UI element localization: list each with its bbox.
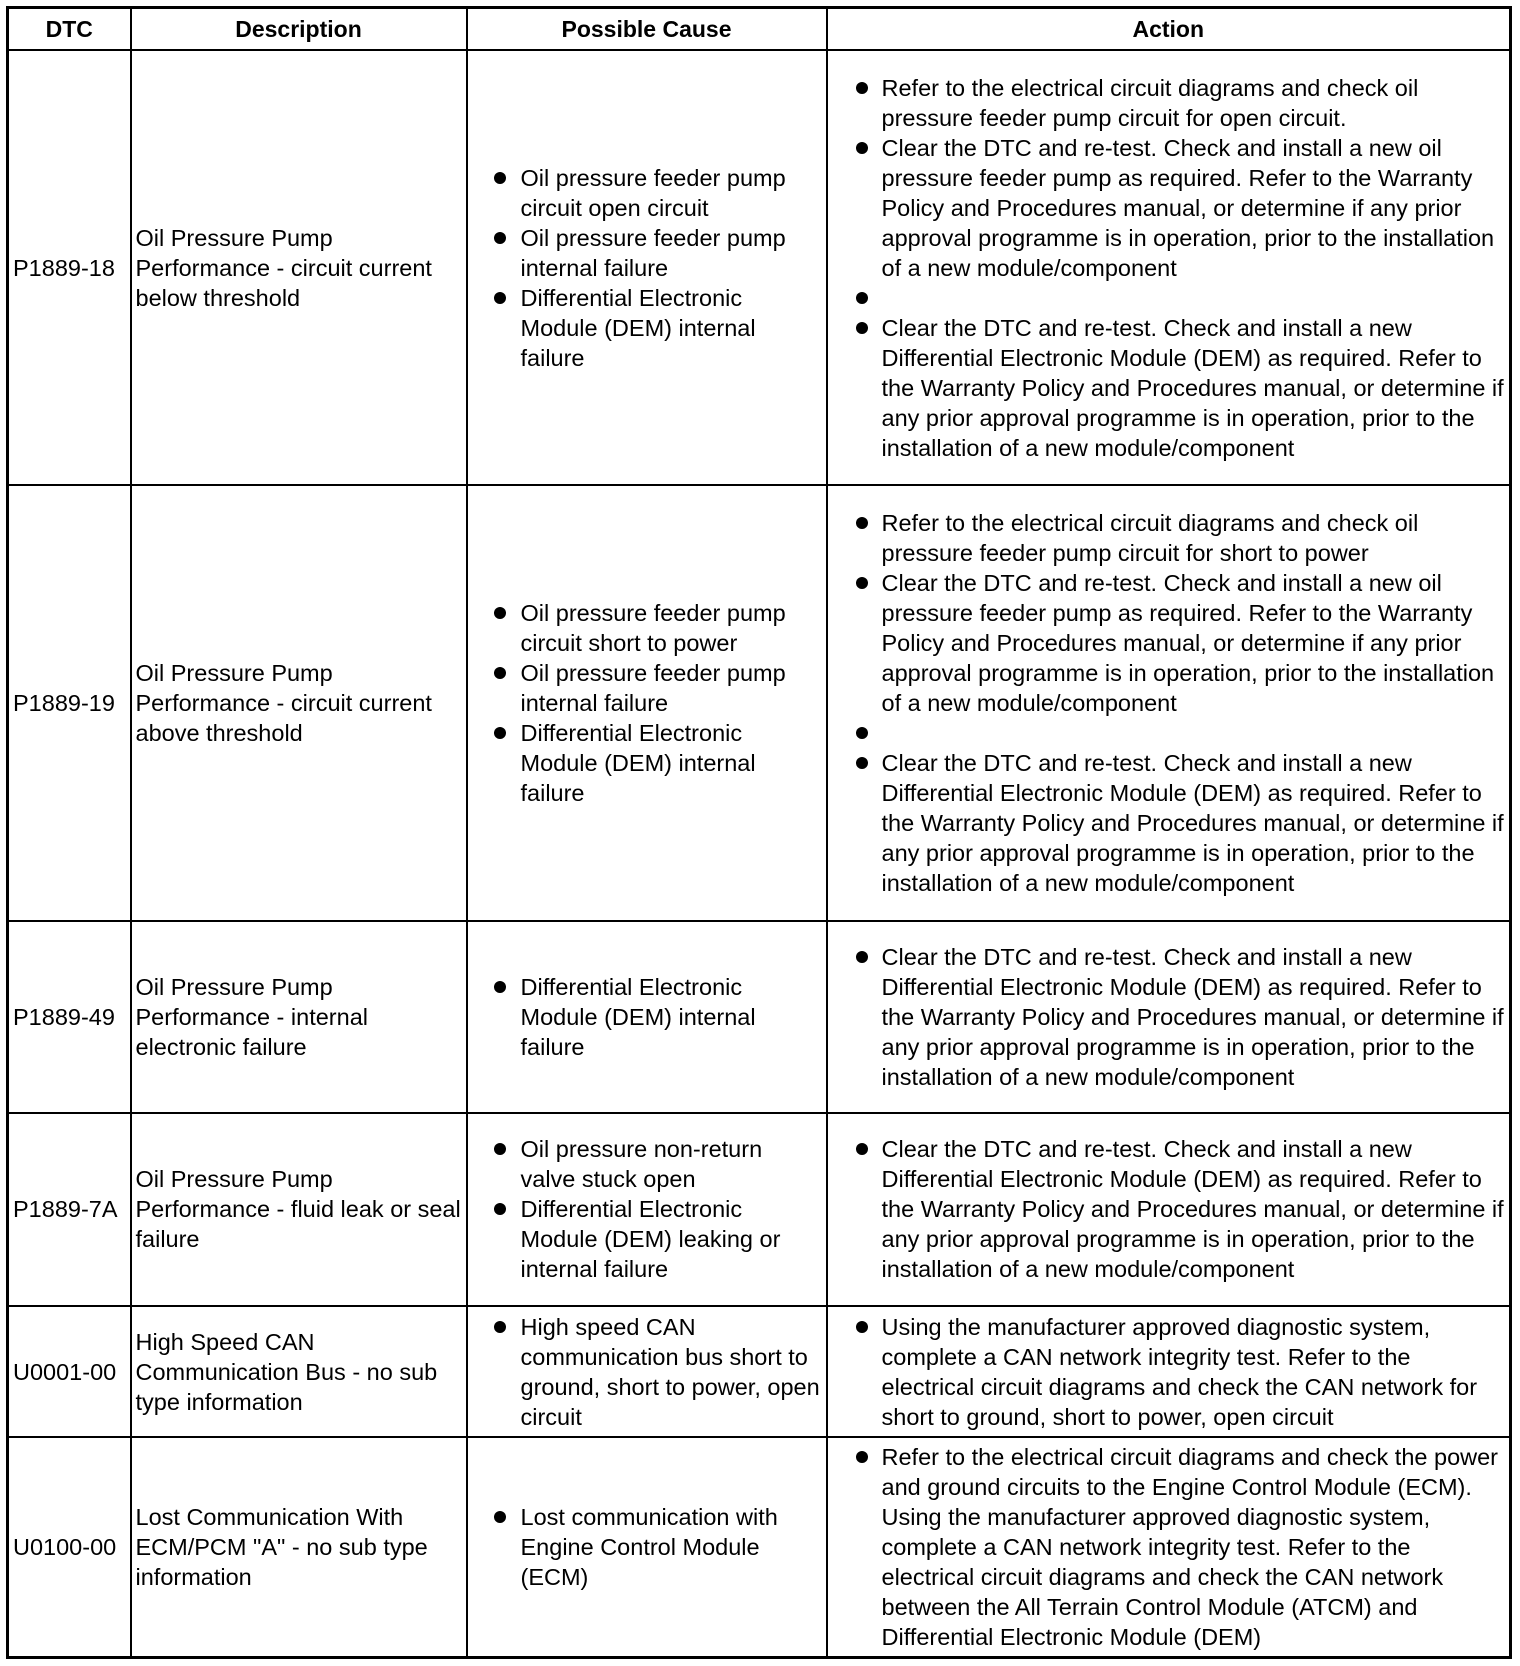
cause-item: Oil pressure feeder pump circuit short to power bbox=[472, 598, 822, 658]
cause-item: Differential Electronic Module (DEM) internal failure bbox=[472, 283, 822, 373]
action-item: Clear the DTC and re-test. Check and install a new Differential Electronic Module (DEM) as required. Refer to the Warranty Policy and Procedures manual, or determine if any prior approval programme is in operation, prior to the installation of a new module/component bbox=[832, 1134, 1506, 1284]
possible-cause-cell bbox=[467, 1306, 827, 1437]
header-possible-cause: Possible Cause bbox=[467, 8, 827, 51]
cause-list bbox=[472, 1134, 822, 1284]
table-row bbox=[8, 1306, 1511, 1437]
action-list bbox=[832, 508, 1506, 898]
dtc-description: Oil Pressure Pump Performance - fluid leak or seal failure bbox=[131, 1113, 467, 1306]
cause-item: Differential Electronic Module (DEM) internal failure bbox=[472, 718, 822, 808]
action-item: Refer to the electrical circuit diagrams and check oil pressure feeder pump circuit for short to power bbox=[832, 508, 1506, 568]
possible-cause-cell bbox=[467, 1437, 827, 1657]
action-item-empty bbox=[832, 718, 1506, 748]
action-list bbox=[832, 1134, 1506, 1284]
header-description: Description bbox=[131, 8, 467, 51]
action-item: Clear the DTC and re-test. Check and install a new Differential Electronic Module (DEM) as required. Refer to the Warranty Policy and Procedures manual, or determine if any prior approval programme is in operation, prior to the installation of a new module/component bbox=[832, 313, 1506, 463]
action-item-empty bbox=[832, 283, 1506, 313]
dtc-description: Oil Pressure Pump Performance - circuit current above threshold bbox=[131, 485, 467, 920]
header-dtc: DTC bbox=[8, 8, 131, 51]
table-header-row bbox=[8, 8, 1511, 51]
cause-item: Oil pressure feeder pump circuit open circuit bbox=[472, 163, 822, 223]
action-item: Refer to the electrical circuit diagrams and check the power and ground circuits to the Engine Control Module (ECM). Using the manufacturer approved diagnostic system, complete a CAN network integrity test. Refer to the electrical circuit diagrams and check the CAN network between the All Terrain Control Module (ATCM) and Differential Electronic Module (DEM) bbox=[832, 1442, 1506, 1652]
possible-cause-cell bbox=[467, 1113, 827, 1306]
table-row bbox=[8, 921, 1511, 1113]
dtc-description: High Speed CAN Communication Bus - no sub type information bbox=[131, 1306, 467, 1437]
action-list bbox=[832, 73, 1506, 463]
cause-item: Lost communication with Engine Control Module (ECM) bbox=[472, 1502, 822, 1592]
action-cell bbox=[827, 485, 1511, 920]
action-item: Clear the DTC and re-test. Check and install a new oil pressure feeder pump as required. Refer to the Warranty Policy and Procedures manual, or determine if any prior approval programme is in operation, prior to the installation of a new module/component bbox=[832, 568, 1506, 718]
dtc-code: P1889-7A bbox=[8, 1113, 131, 1306]
dtc-description: Oil Pressure Pump Performance - internal electronic failure bbox=[131, 921, 467, 1113]
cause-list bbox=[472, 1312, 822, 1432]
cause-item: Differential Electronic Module (DEM) leaking or internal failure bbox=[472, 1194, 822, 1284]
cause-item: Oil pressure feeder pump internal failure bbox=[472, 658, 822, 718]
action-cell bbox=[827, 50, 1511, 485]
table-row bbox=[8, 50, 1511, 485]
cause-list bbox=[472, 598, 822, 808]
action-list bbox=[832, 1312, 1506, 1432]
header-action: Action bbox=[827, 8, 1511, 51]
possible-cause-cell bbox=[467, 50, 827, 485]
action-item: Clear the DTC and re-test. Check and install a new Differential Electronic Module (DEM) as required. Refer to the Warranty Policy and Procedures manual, or determine if any prior approval programme is in operation, prior to the installation of a new module/component bbox=[832, 748, 1506, 898]
action-cell bbox=[827, 1437, 1511, 1657]
dtc-description: Oil Pressure Pump Performance - circuit current below threshold bbox=[131, 50, 467, 485]
cause-list bbox=[472, 163, 822, 373]
possible-cause-cell bbox=[467, 485, 827, 920]
action-list bbox=[832, 942, 1506, 1092]
action-cell bbox=[827, 1306, 1511, 1437]
action-cell bbox=[827, 921, 1511, 1113]
table-row bbox=[8, 1113, 1511, 1306]
action-item: Clear the DTC and re-test. Check and install a new oil pressure feeder pump as required. Refer to the Warranty Policy and Procedures manual, or determine if any prior approval programme is in operation, prior to the installation of a new module/component bbox=[832, 133, 1506, 283]
dtc-code: P1889-19 bbox=[8, 485, 131, 920]
cause-item: Differential Electronic Module (DEM) internal failure bbox=[472, 972, 822, 1062]
cause-item: Oil pressure non-return valve stuck open bbox=[472, 1134, 822, 1194]
action-item: Using the manufacturer approved diagnostic system, complete a CAN network integrity test. Refer to the electrical circuit diagrams and check the CAN network for short to ground, short to power, open circuit bbox=[832, 1312, 1506, 1432]
dtc-code: U0001-00 bbox=[8, 1306, 131, 1437]
dtc-code: U0100-00 bbox=[8, 1437, 131, 1657]
cause-item: High speed CAN communication bus short to ground, short to power, open circuit bbox=[472, 1312, 822, 1432]
action-item: Refer to the electrical circuit diagrams and check oil pressure feeder pump circuit for open circuit. bbox=[832, 73, 1506, 133]
possible-cause-cell bbox=[467, 921, 827, 1113]
cause-list bbox=[472, 1502, 822, 1592]
dtc-description: Lost Communication With ECM/PCM "A" - no sub type information bbox=[131, 1437, 467, 1657]
dtc-code: P1889-49 bbox=[8, 921, 131, 1113]
table-row bbox=[8, 1437, 1511, 1657]
action-item: Clear the DTC and re-test. Check and install a new Differential Electronic Module (DEM) as required. Refer to the Warranty Policy and Procedures manual, or determine if any prior approval programme is in operation, prior to the installation of a new module/component bbox=[832, 942, 1506, 1092]
table-row bbox=[8, 485, 1511, 920]
action-list bbox=[832, 1442, 1506, 1652]
cause-item: Oil pressure feeder pump internal failure bbox=[472, 223, 822, 283]
cause-list bbox=[472, 972, 822, 1062]
action-cell bbox=[827, 1113, 1511, 1306]
dtc-table bbox=[6, 6, 1512, 1659]
dtc-code: P1889-18 bbox=[8, 50, 131, 485]
